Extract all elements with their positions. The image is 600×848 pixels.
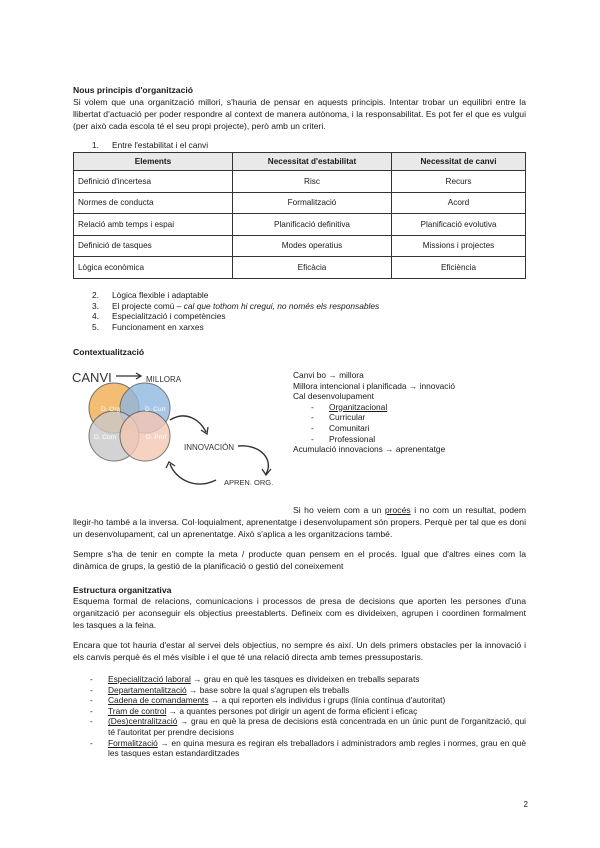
- circle-label: D. Curr: [145, 406, 166, 413]
- list-item: - Formalització → en quina mesura es regiran els treballadors i administradors amb regles i normes, grau en què les tasques estan estandarditzades: [90, 737, 526, 759]
- table-cell: Planificació definitiva: [233, 214, 392, 236]
- context-title: Contextualització: [73, 347, 145, 357]
- list-item: - Cadena de comandaments → a qui reporten els individus i grups (línia contínua d'autoritat): [90, 695, 446, 706]
- arrow-line: [170, 416, 206, 432]
- table-cell: Eficiència: [392, 257, 526, 279]
- list-item: 4. Especialització i competències: [92, 311, 226, 322]
- table-cell: Formalització: [233, 192, 392, 214]
- arrow-line: [238, 446, 268, 474]
- elements-table: [73, 152, 526, 279]
- table-cell: Relació amb temps i espai: [74, 214, 233, 236]
- table-row: [74, 192, 526, 214]
- table-header: Necessitat d'estabilitat: [233, 153, 392, 171]
- table-row: [74, 257, 526, 279]
- note-sub: - Comunitari: [311, 422, 370, 433]
- circle-label: D. Org: [101, 406, 121, 413]
- principles-list: [92, 290, 379, 332]
- note-sub: - Organitzacional: [311, 401, 388, 412]
- table-cell: Risc: [233, 171, 392, 193]
- structure-list: [90, 674, 526, 759]
- list-item: - Tram de control → a quantes persones pot dirigir un agent de forma eficient i eficaç: [90, 705, 418, 716]
- list-item: 3. El projecte comú – cal que tothom hi cregui, no només els responsables: [92, 300, 380, 311]
- table-row: [74, 171, 526, 193]
- arrow-line: [170, 464, 216, 484]
- circle-label: D. Com: [94, 434, 117, 441]
- principis-intro: Si volem que una organització millori, s'hauria de pensar en aquests principis. Intentar trobar un equilibri entre la llibertat d'actuació per poder respondre al context de manera autònoma, i la responsabilitat. Es pot fer el que es vulgui (per això cada escola té el seu propi projecte), però amb un criteri.: [73, 97, 526, 131]
- table-header: Elements: [74, 153, 233, 171]
- estructura-paragraph-1: Esquema formal de relacions, comunicacions i processos de presa de decisions que aporten les persones d'una organització per aconseguir els objectius preestablerts. Defineix com es divideixen, agrupen i coordinen formalment les tasques a la feina.: [73, 596, 526, 630]
- table-cell: Modes operatius: [233, 235, 392, 257]
- change-diagram: [66, 362, 286, 492]
- table-cell: Missions i projectes: [392, 235, 526, 257]
- list-item-1: 1. Entre l'estabilitat i el canvi: [92, 140, 209, 150]
- table-cell: Lògica econòmica: [74, 257, 233, 279]
- table-header: Necessitat de canvi: [392, 153, 526, 171]
- note-line: Millora intencional i planificada → innovació: [293, 380, 456, 391]
- context-paragraph-2: Sempre s'ha de tenir en compte la meta / producte quan pensem en el procés. Igual que d'altres eines com la dinàmica de grups, la gestió de la planificació o gestió del coneixement: [73, 549, 526, 571]
- note-sub: - Curricular: [311, 412, 366, 423]
- estructura-paragraph-2: Encara que tot hauria d'estar al servei dels objectius, no sempre és així. Un dels primers obstacles per la innovació i els canvis perquè és el més visible i el que té una relació directa amb temes pressupostaris.: [73, 640, 526, 662]
- table-cell: Definició de tasques: [74, 235, 233, 257]
- table-header-row: [74, 153, 526, 171]
- principis-title: Nous principis d'organització: [73, 85, 193, 95]
- circle-label: D. Prof: [146, 434, 167, 441]
- list-item: - Departamentalització → base sobre la qual s'agrupen els treballs: [90, 684, 350, 695]
- list-item: - (Des)centralització → grau en què la presa de decisions està concentrada en un únic punt de l'organització, qui té l'autoritat per prendre decisions: [90, 716, 526, 737]
- diagram-label-canvi: CANVI: [72, 370, 112, 385]
- table-row: [74, 214, 526, 236]
- table-cell: Recurs: [392, 171, 526, 193]
- list-item: 2. Lògica flexible i adaptable: [92, 290, 209, 300]
- estructura-title: Estructura organitzativa: [73, 585, 172, 595]
- list-item: 5. Funcionament en xarxes: [92, 321, 204, 332]
- context-notes: [293, 370, 455, 455]
- note-line: Cal desenvolupament: [293, 391, 375, 402]
- table-row: [74, 235, 526, 257]
- diagram-label-innovacion: INNOVACIÓN: [184, 443, 235, 452]
- note-line: Acumulació innovacions → aprenentatge: [293, 444, 446, 455]
- diagram-label-millora: MILLORA: [146, 375, 182, 384]
- table-cell: Definició d'incertesa: [74, 171, 233, 193]
- diagram-label-aprenorg: APREN. ORG.: [224, 478, 274, 487]
- table-cell: Eficàcia: [233, 257, 392, 279]
- table-cell: Acord: [392, 192, 526, 214]
- list-item: - Especialització laboral → grau en què les tasques es divideixen en treballs separats: [90, 674, 420, 684]
- table-cell: Planificació evolutiva: [392, 214, 526, 236]
- note-line: Canvi bo → millora: [293, 370, 364, 380]
- context-paragraph-1: Si ho veiem com a un procés i no com un resultat, podem llegir-ho també a la inversa. Col·loquialment, aprenentatge i desenvolupament són propers. Perquè per tal que es doni un desenvolupament, cal un aprenentatge. Això s'aplica a les organitzacions també.: [73, 505, 526, 539]
- table-cell: Normes de conducta: [74, 192, 233, 214]
- note-sub: - Professional: [311, 433, 376, 444]
- page-number: 2: [523, 800, 528, 809]
